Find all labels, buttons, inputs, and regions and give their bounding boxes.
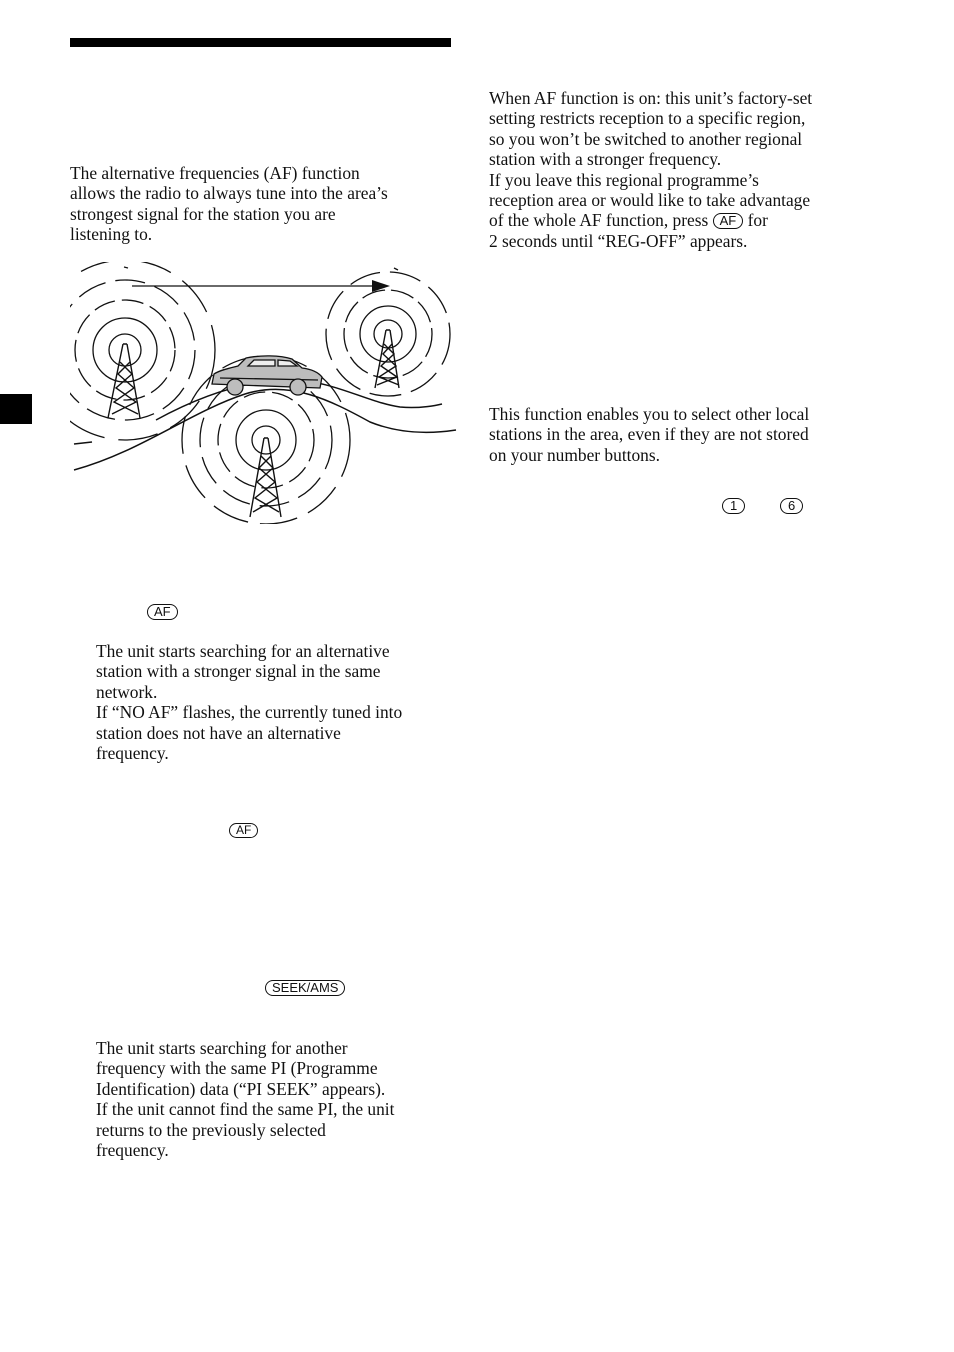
signal-waves-left xyxy=(70,262,215,440)
signal-waves-right xyxy=(326,272,450,396)
section-header-rule xyxy=(70,38,451,47)
pi-seek-result-text: The unit starts searching for another frequency with the same PI (Programme Identification) data (“PI SEEK” appears). If the unit cannot find the same PI, the unit returns to the previously selected frequency. xyxy=(96,1038,395,1161)
af-illustration xyxy=(70,262,460,524)
af-button: AF xyxy=(147,604,178,620)
arrow-right-icon xyxy=(124,267,398,292)
af-button-small: AF xyxy=(229,823,258,838)
page-edge-tab xyxy=(0,394,32,424)
af-step-result-text: The unit starts searching for an alternative station with a stronger signal in the same network. If “NO AF” flashes, the currently tuned into station does not have an alternative frequency. xyxy=(96,641,403,764)
local-link-text: This function enables you to select other local stations in the area, even if they are not stored on your number buttons. xyxy=(489,404,810,465)
number-button-1: 1 xyxy=(722,498,745,514)
number-button-6: 6 xyxy=(780,498,803,514)
road xyxy=(74,380,456,470)
af-button-inline: AF xyxy=(713,213,744,229)
seek-ams-button: SEEK/AMS xyxy=(265,980,345,996)
af-intro-text: The alternative frequencies (AF) function allows the radio to always tune into the area’s strongest signal for the station you are listening to. xyxy=(70,163,388,245)
regional-text-part1: When AF function is on: this unit’s factory-set setting restricts reception to a specific region, so you won’t be switched to another regional station with a stronger frequency. If you leave this regional programme’s reception area or would like to take advantage of the whole AF function, press xyxy=(489,88,813,231)
regional-text xyxy=(489,88,879,251)
regional-text-part2: for 2 seconds until “REG-OFF” appears. xyxy=(489,210,768,251)
